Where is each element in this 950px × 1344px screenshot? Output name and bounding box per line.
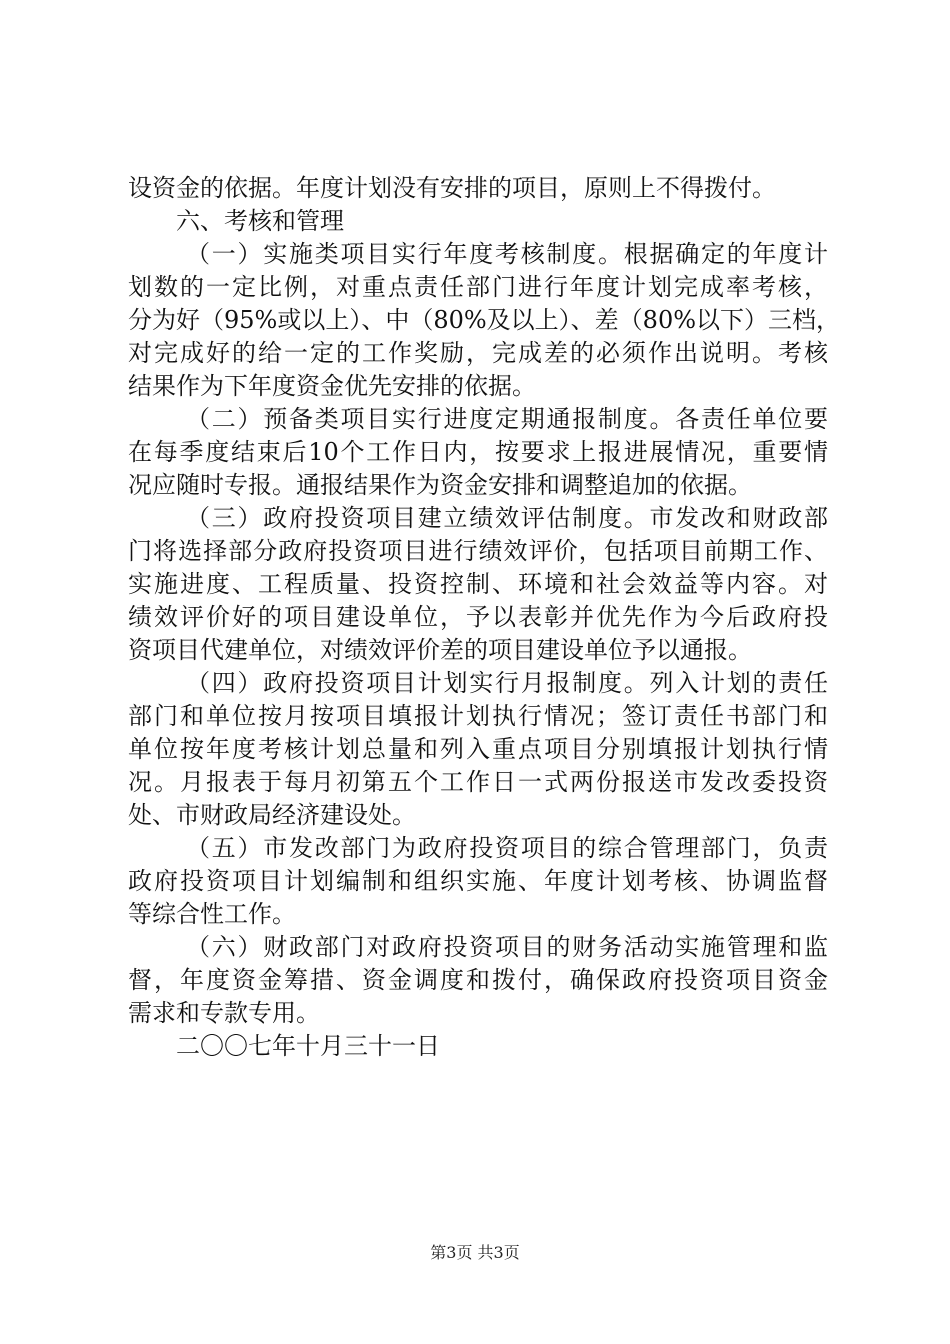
- body-line: （二）预备类项目实行进度定期通报制度。各责任单位要: [186, 405, 828, 433]
- body-line: 在每季度结束后10个工作日内，按要求上报进展情况，重要情: [128, 438, 828, 466]
- document-body: [128, 172, 841, 1063]
- body-line: 绩效评价好的项目建设单位，予以表彰并优先作为今后政府投: [128, 603, 828, 631]
- page-footer: 第3页 共3页: [430, 1243, 520, 1262]
- body-line: 处、市财政局经济建设处。: [128, 801, 416, 829]
- body-line: （三）政府投资项目建立绩效评估制度。市发改和财政部: [186, 504, 828, 532]
- body-line: 需求和专款专用。: [128, 999, 320, 1027]
- body-line: 部门和单位按月按项目填报计划执行情况；签订责任书部门和: [128, 702, 828, 730]
- body-line: 况。月报表于每月初第五个工作日一式两份报送市发改委投资: [128, 768, 828, 796]
- body-line: 政府投资项目计划编制和组织实施、年度计划考核、协调监督: [128, 867, 828, 895]
- body-line: 门将选择部分政府投资项目进行绩效评价，包括项目前期工作、: [128, 537, 828, 565]
- body-line: 分为好（95%或以上）、中（80%及以上）、差（80%以下）三档，: [128, 306, 841, 334]
- body-line: 结果作为下年度资金优先安排的依据。: [128, 372, 536, 400]
- body-line: （四）政府投资项目计划实行月报制度。列入计划的责任: [186, 669, 828, 697]
- body-line: 况应随时专报。通报结果作为资金安排和调整追加的依据。: [128, 471, 752, 499]
- body-line: 资项目代建单位，对绩效评价差的项目建设单位予以通报。: [128, 636, 752, 664]
- body-line: 督，年度资金筹措、资金调度和拨付，确保政府投资项目资金: [128, 966, 828, 994]
- section-heading: 六、考核和管理: [176, 207, 344, 235]
- body-line: 设资金的依据。年度计划没有安排的项目，原则上不得拨付。: [128, 174, 776, 202]
- body-line: 划数的一定比例，对重点责任部门进行年度计划完成率考核，: [128, 273, 828, 301]
- document-date: 二〇〇七年十月三十一日: [176, 1032, 440, 1060]
- body-line: （一）实施类项目实行年度考核制度。根据确定的年度计: [186, 240, 828, 268]
- body-line: 单位按年度考核计划总量和列入重点项目分别填报计划执行情: [128, 735, 828, 763]
- body-line: 对完成好的给一定的工作奖励，完成差的必须作出说明。考核: [128, 339, 828, 367]
- body-line: 实施进度、工程质量、投资控制、环境和社会效益等内容。对: [128, 570, 828, 598]
- body-line: （五）市发改部门为政府投资项目的综合管理部门，负责: [186, 834, 828, 862]
- body-line: 等综合性工作。: [128, 900, 296, 928]
- body-line: （六）财政部门对政府投资项目的财务活动实施管理和监: [186, 933, 828, 961]
